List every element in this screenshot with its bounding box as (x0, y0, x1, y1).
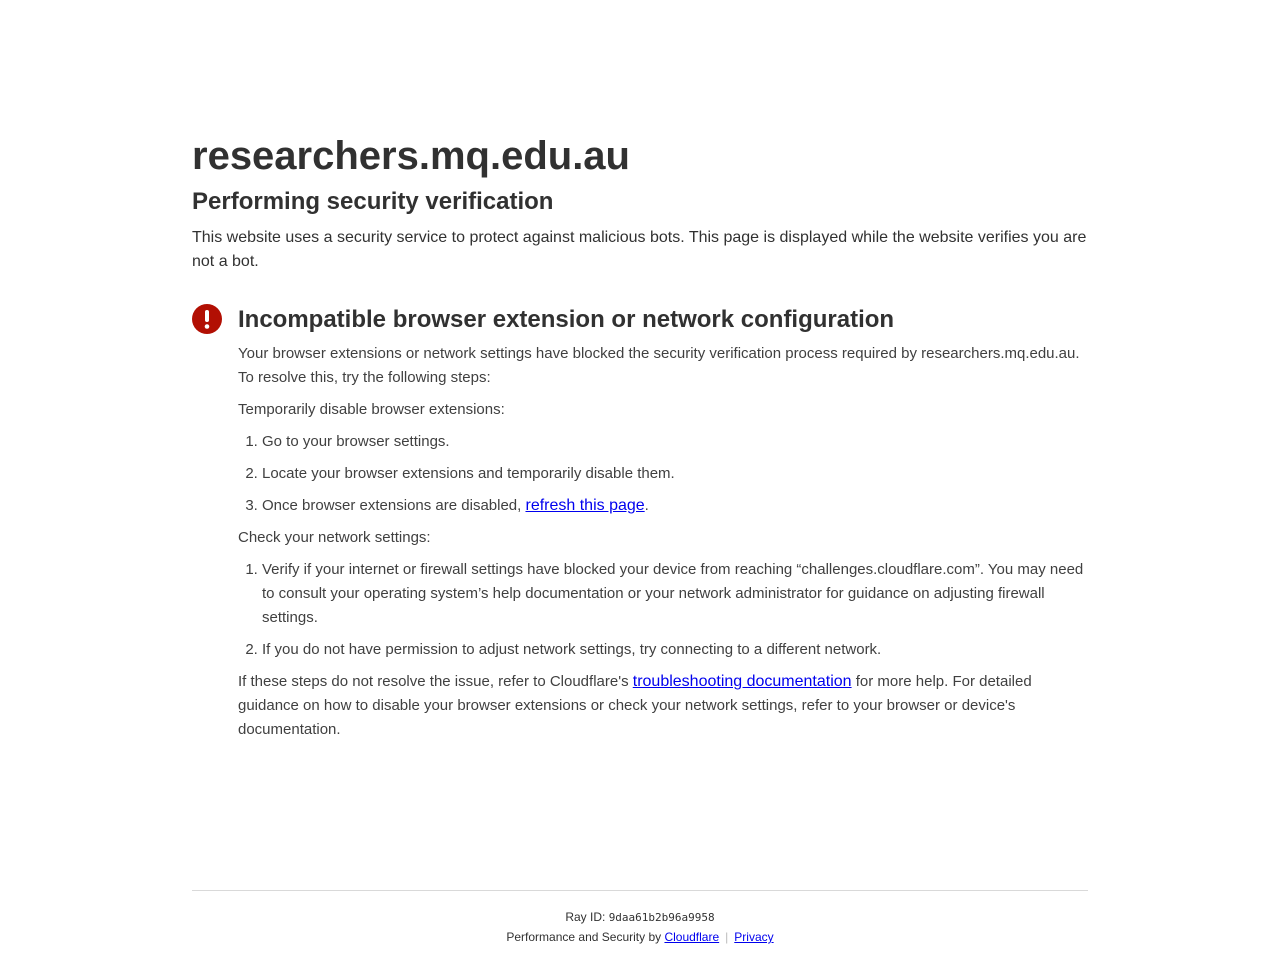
help-footer-text (238, 670, 1088, 742)
list-item (262, 430, 1088, 454)
extension-steps-list (238, 430, 1088, 518)
ray-id-line (192, 909, 1088, 926)
step-text: If you do not have permission to adjust network settings, try connecting to a different network. (262, 641, 882, 658)
error-body (238, 342, 1088, 742)
step-text: Go to your browser settings. (262, 433, 450, 450)
list-item (262, 638, 1088, 662)
footer-separator: | (725, 930, 729, 944)
network-steps-list (238, 558, 1088, 662)
page-subtitle: Performing security verification (192, 188, 554, 215)
list-item (262, 558, 1088, 630)
step-text-prefix: Once browser extensions are disabled, (262, 497, 526, 514)
list-item (262, 462, 1088, 486)
ray-id-label: Ray ID: (565, 910, 609, 924)
error-description: Your browser extensions or network settings have blocked the security verification process required by researchers.mq.edu.au. To resolve this, try the following steps: (238, 345, 1080, 386)
performance-label: Performance and Security by (506, 930, 665, 944)
cloudflare-link[interactable]: Cloudflare (664, 930, 720, 944)
step-text-suffix: . (644, 497, 649, 514)
extensions-heading: Temporarily disable browser extensions: (238, 401, 505, 418)
step-text: Verify if your internet or firewall settings have blocked your device from reaching “challenges.cloudflare.com”. You may need to consult your operating system’s help documentation or your network administrator for guidance on adjusting firewall settings. (262, 561, 1084, 626)
step-text: Locate your browser extensions and temporarily disable them. (262, 465, 675, 482)
ray-id-value: 9daa61b2b96a9958 (608, 911, 715, 924)
performance-line (192, 929, 1088, 945)
network-heading: Check your network settings: (238, 529, 431, 546)
page-footer (192, 890, 1088, 945)
list-item (262, 494, 1088, 518)
error-title: Incompatible browser extension or network configuration (238, 306, 895, 333)
refresh-page-link[interactable]: refresh this page (525, 497, 645, 514)
exclamation-circle-icon (192, 304, 222, 334)
error-section (192, 304, 1088, 742)
main-content (192, 130, 1088, 750)
help-text-prefix: If these steps do not resolve the issue, refer to Cloudflare's (238, 673, 633, 690)
intro-text: This website uses a security service to protect against malicious bots. This page is displayed while the website verifies you are not a bot. (192, 229, 1087, 270)
site-title: researchers.mq.edu.au (192, 134, 630, 178)
help-text-suffix: for more help. For detailed guidance on how to disable your browser extensions or check your network settings, refer to your browser or device's documentation. (238, 673, 1032, 738)
privacy-link[interactable]: Privacy (734, 930, 774, 944)
troubleshooting-docs-link[interactable]: troubleshooting documentation (632, 673, 852, 690)
